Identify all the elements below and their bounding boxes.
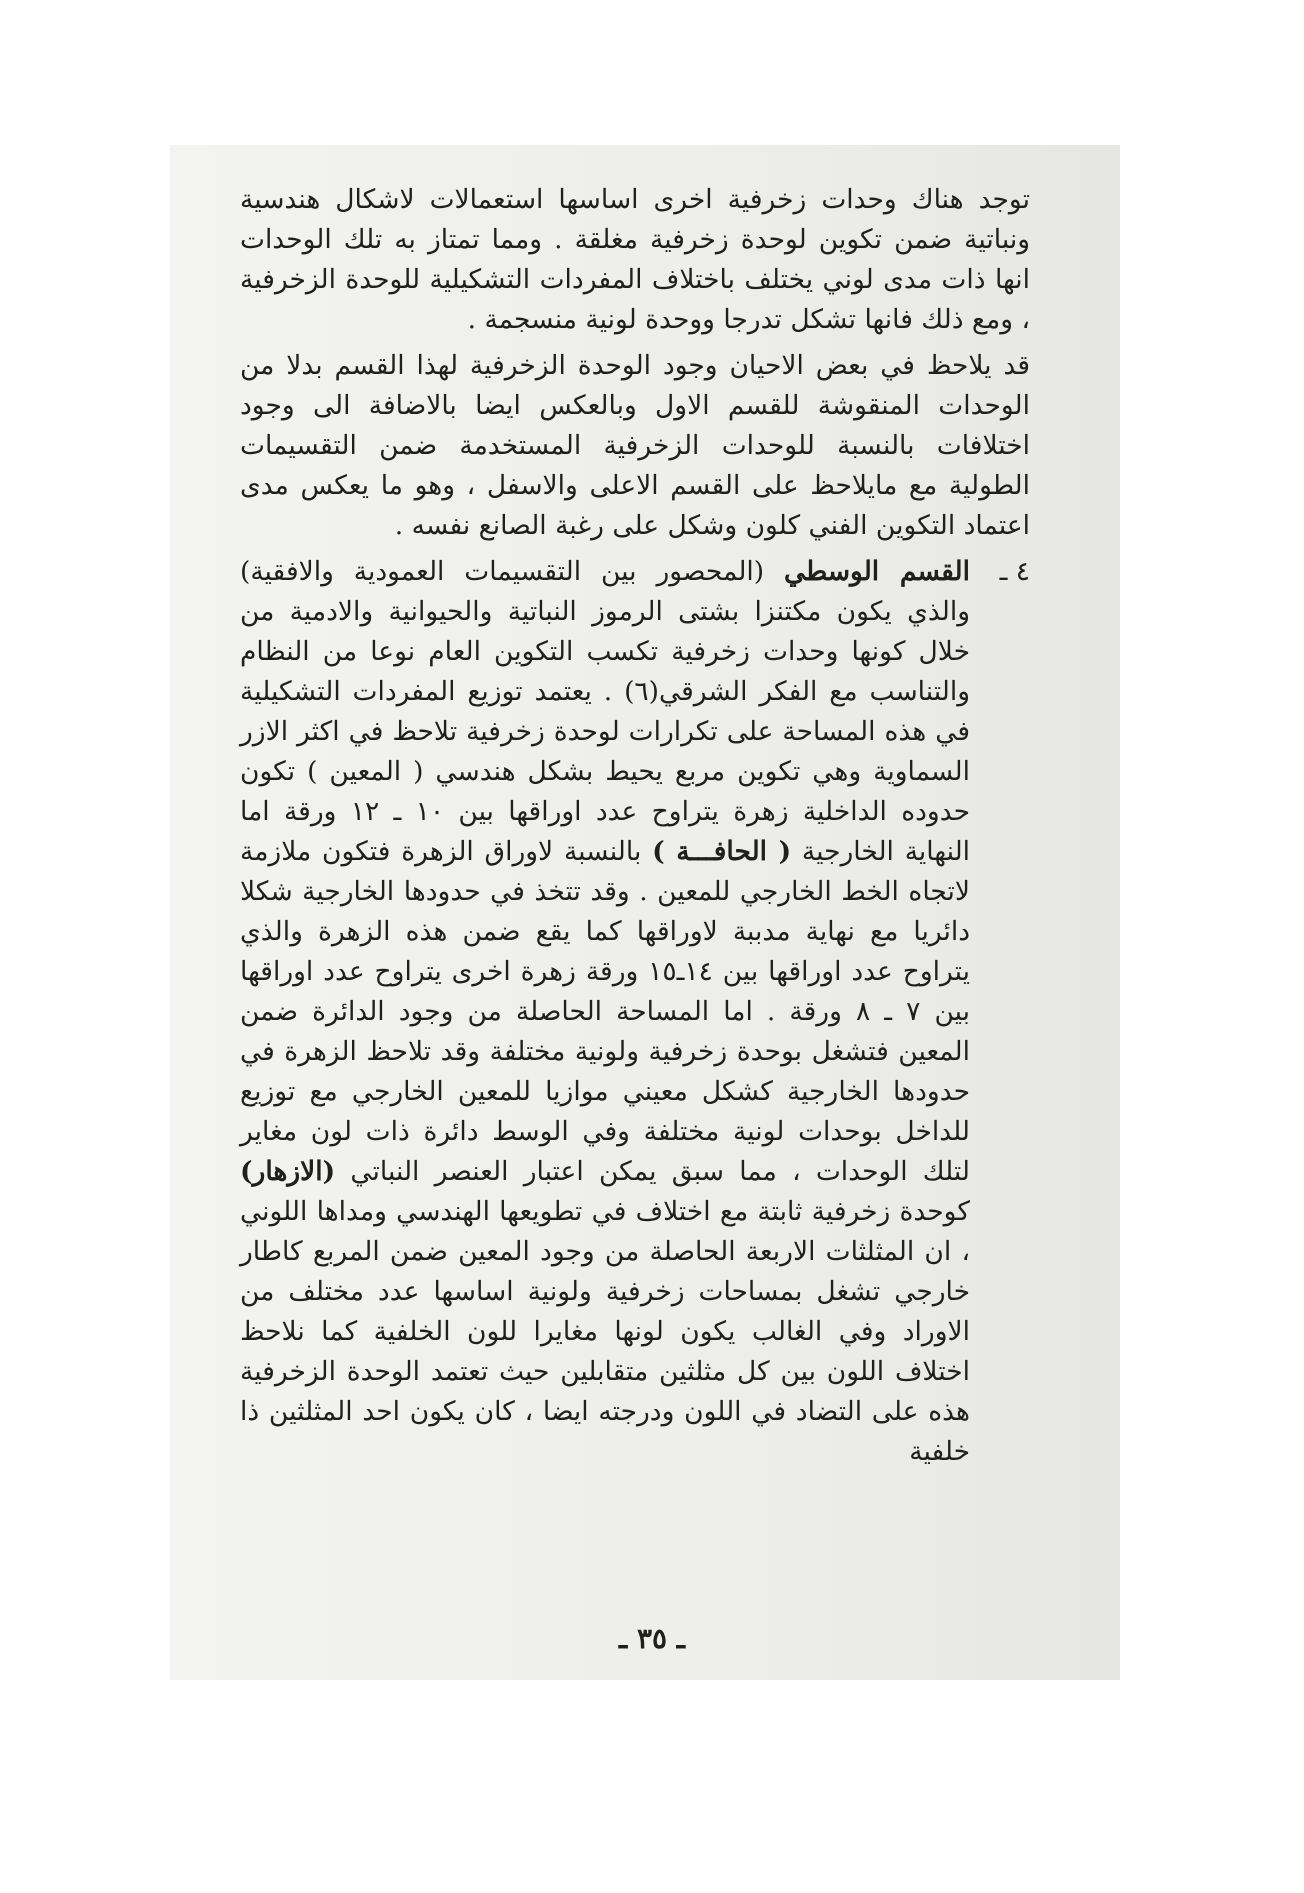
- item-number: ٤ ـ: [999, 556, 1030, 587]
- item-text-part-1: (المحصور بين التقسيمات العمودية والافقية) والذي يكون مكتنزا بشتى الرموز النباتية والحيوانية والادمية من خلال كونها وحدات زخرفية تكسب التكوين العام نوعا من النظام والتناسب مع الفكر الشرقي(٦) . يعتمد توزيع المفردات التشكيلية في هذه المساحة على تكرارات لوحدة زخرفية تلاحظ في اكثر الازر السماوية وهي تكوين مربع يحيط بشكل هندسي ( المعين ) تكون حدوده الداخلية زهرة يتراوح عدد اوراقها بين ١٠ ـ ١٢ ورقة اما النهاية الخارجية: [240, 556, 971, 867]
- term-flowers: (الازهار): [240, 1156, 336, 1187]
- item-body: [240, 552, 970, 1472]
- document-page: [240, 180, 1030, 1680]
- term-edge: ( الحافـــة ): [652, 836, 792, 867]
- item-text-part-3: كوحدة زخرفية ثابتة مع اختلاف في تطويعها الهندسي ومداها اللوني ، ان المثلثات الاربعة الحاصلة من وجود المعين ضمن المربع كاطار خارجي تشغل بمساحات زخرفية ولونية اساسها عدد مختلف من الاوراد وفي الغالب يكون لونها مغايرا للون الخلفية كما نلاحظ اختلاف اللون بين كل مثلثين متقابلين حيث تعتمد الوحدة الزخرفية هذه على التضاد في اللون ودرجته ايضا ، كان يكون احد المثلثين ذا خلفية: [240, 1196, 970, 1467]
- paragraph-2: قد يلاحظ في بعض الاحيان وجود الوحدة الزخرفية لهذا القسم بدلا من الوحدات المنقوشة للقسم الاول وبالعكس ايضا بالاضافة الى وجود اختلافات بالنسبة للوحدات الزخرفية المستخدمة ضمن التقسيمات الطولية مع مايلاحظ على القسم الاعلى والاسفل ، وهو ما يعكس مدى اعتماد التكوين الفني كلون وشكل على رغبة الصانع نفسه .: [240, 350, 1030, 541]
- paragraph-1: توجد هناك وحدات زخرفية اخرى اساسها استعمالات لاشكال هندسية ونباتية ضمن تكوين لوحدة زخرفية مغلقة . ومما تمتاز به تلك الوحدات انها ذات مدى لوني يختلف باختلاف المفردات التشكيلية للوحدة الزخرفية ، ومع ذلك فانها تشكل تدرجا ووحدة لونية منسجمة .: [240, 184, 1030, 335]
- item-text-part-2: بالنسبة لاوراق الزهرة فتكون ملازمة لاتجاه الخط الخارجي للمعين . وقد تتخذ في حدودها الخارجية شكلا دائريا مع نهاية مدببة لاوراقها كما يقع ضمن هذه الزهرة والذي يتراوح عدد اوراقها بين ١٤ـ١٥ ورقة زهرة اخرى يتراوح عدد اوراقها بين ٧ ـ ٨ ورقة . اما المساحة الحاصلة من وجود الدائرة ضمن المعين فتشغل بوحدة زخرفية ولونية مختلفة وقد تلاحظ الزهرة في حدودها الخارجية كشكل معيني موازيا للمعين الخارجي مع توزيع للداخل بوحدات لونية مختلفة وفي الوسط دائرة ذات لون مغاير لتلك الوحدات ، مما سبق يمكن اعتبار العنصر النباتي: [240, 836, 970, 1187]
- numbered-item-4: [240, 552, 1030, 1472]
- item-heading: القسم الوسطي: [784, 556, 970, 587]
- page-number: ـ ٣٥ ـ: [619, 1622, 685, 1655]
